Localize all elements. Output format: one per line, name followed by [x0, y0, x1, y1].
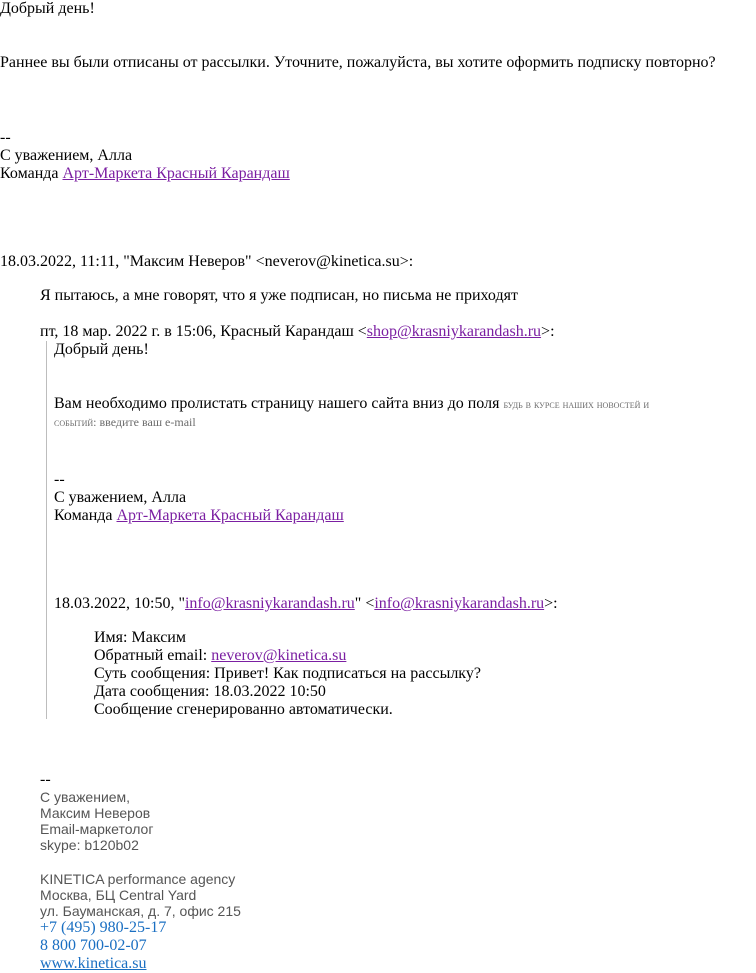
reply-signature-dashes: --	[0, 129, 11, 146]
quote2-signature-team-prefix: Команда	[54, 507, 117, 524]
quote2-header-prefix: 18.03.2022, 10:50, "	[54, 595, 185, 612]
signature-company: KINETICA performance agency	[40, 871, 236, 887]
quote2-header-mid: " <	[354, 595, 375, 612]
info-email-link-1[interactable]: info@krasniykarandash.ru	[184, 595, 355, 612]
signature-address2: ул. Бауманская, д. 7, офис 215	[40, 903, 241, 919]
info-email-link-2[interactable]: info@krasniykarandash.ru	[374, 595, 545, 612]
quote2-body-prefix: Вам необходимо пролистать страницу нашего сайта вниз до поля	[54, 395, 504, 412]
form-name-line: Имя: Максим	[94, 629, 186, 646]
quote2-signature-team	[54, 507, 344, 525]
form-date-line: Дата сообщения: 18.03.2022 10:50	[94, 683, 326, 700]
website-link[interactable]: www.kinetica.su	[40, 955, 147, 972]
reply-greeting: Добрый день!	[0, 0, 95, 17]
quote2-header-suffix: >:	[544, 595, 558, 612]
reply-signature-regards: С уважением, Алла	[0, 147, 133, 164]
quote-bar	[46, 341, 47, 719]
quote2-header	[54, 595, 558, 613]
form-subject-line: Суть сообщения: Привет! Как подписаться на рассылку?	[94, 665, 481, 682]
signature-phone1[interactable]: +7 (495) 980-25-17	[40, 919, 167, 936]
reply-signature-team-prefix: Команда	[0, 165, 63, 182]
signature-name: Максим Неверов	[40, 805, 151, 821]
quote-header-2	[40, 323, 555, 341]
signature-role: Email-маркетолог	[40, 821, 154, 837]
neverov-email-link[interactable]: neverov@kinetica.su	[211, 647, 347, 664]
signature-address1: Москва, БЦ Central Yard	[40, 887, 197, 903]
quote2-body-line2	[54, 414, 196, 430]
signature-website-row	[40, 955, 147, 973]
quote2-body	[54, 395, 649, 413]
quote2-field-hint: : введите ваш e-mail	[93, 415, 196, 429]
form-email-line	[94, 647, 346, 665]
quote-header-2-prefix: пт, 18 мар. 2022 г. в 15:06, Красный Карандаш <	[40, 323, 367, 340]
quote-header-2-suffix: >:	[541, 323, 555, 340]
quote2-field-name-line2: событий	[54, 415, 94, 429]
quoted-message: Я пытаюсь, а мне говорят, что я уже подписан, но письма не приходят	[40, 287, 518, 304]
signature-skype: skype: b120b02	[40, 837, 139, 853]
signature-line1: С уважением,	[40, 789, 131, 805]
reply-signature-team	[0, 165, 290, 183]
quote2-team-link[interactable]: Арт-Маркета Красный Карандаш	[116, 507, 344, 524]
team-link[interactable]: Арт-Маркета Красный Карандаш	[62, 165, 290, 182]
reply-body: Раннее вы были отписаны от рассылки. Уточните, пожалуйста, вы хотите оформить подписку повторно?	[0, 54, 716, 71]
quote2-greeting: Добрый день!	[54, 341, 149, 358]
quote2-signature-regards: С уважением, Алла	[54, 489, 187, 506]
quote-header: 18.03.2022, 11:11, "Максим Неверов" <neverov@kinetica.su>:	[0, 253, 414, 270]
signature-phone2[interactable]: 8 800 700-02-07	[40, 937, 147, 954]
quote2-signature-dashes: --	[54, 471, 65, 488]
form-email-label: Обратный email:	[94, 647, 212, 664]
form-auto-line: Сообщение сгенерированно автоматически.	[94, 701, 393, 718]
quote2-field-name-line1: будь в курсе наших новостей и	[503, 397, 650, 411]
signature-dashes: --	[40, 771, 51, 788]
shop-email-link[interactable]: shop@krasniykarandash.ru	[366, 323, 542, 340]
